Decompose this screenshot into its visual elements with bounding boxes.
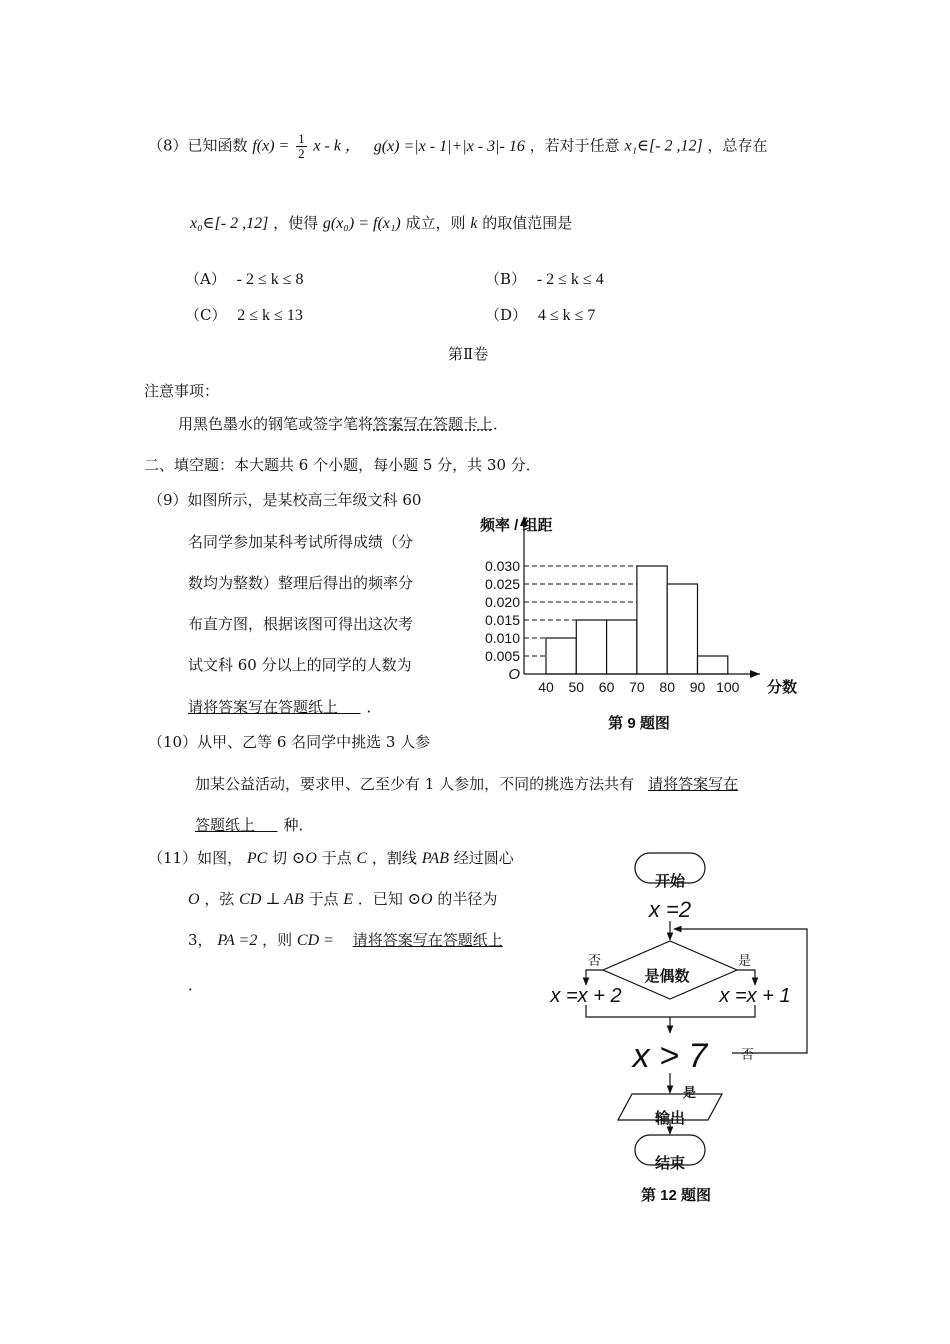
histogram-bar [576,620,606,674]
q8-option-d-key: （D） [485,306,528,324]
flow-condition-no: 否 [741,1047,755,1062]
q9-line3: 数均为整数）整理后得出的频率分 [188,574,414,592]
flow-end-label: 结束 [654,1155,686,1172]
q8-option-b [485,268,604,289]
histogram-bar [667,584,697,674]
notice-text-emphasis: 答案写在答题卡上 [373,415,494,433]
histogram-y-tick-label: 0.010 [484,630,520,646]
q11-t11: ，则 [262,931,293,949]
histogram-x-tick-label: 90 [689,679,706,695]
q11-c: C [356,850,368,867]
q8-holds: 成立，则 [405,214,466,232]
q11-pc: PC [246,850,268,867]
q9-line1: （9）如图所示，是某校高三年级文科 60 [148,491,422,509]
q11-line1 [148,847,514,868]
histogram-y-tick-label: 0.030 [484,558,520,574]
q9-answer-line [188,696,382,717]
q8-x1-domain: x₁∈[- 2 ,12] [624,137,703,155]
histogram-y-label: 频率 / 组距 [480,517,553,534]
q11-t9: 的半径为 [437,890,498,908]
flow-init: x =2 [648,897,692,922]
histogram-x-tick-label: 100 [716,679,740,695]
q11-t4: ，割线 [371,849,417,867]
notice-text-a: 用黑色墨水的钢笔或签字笔将 [178,415,374,433]
histogram-x-tick-label: 40 [538,679,554,695]
flow-output-label: 输出 [654,1110,686,1127]
flow-right-assign: x =x + 1 [719,985,791,1007]
q9-line4: 布直方图，根据该图可得出这次考 [188,615,414,633]
histogram-x-tick-label: 70 [629,679,645,695]
q11-t3: 于点 [321,849,352,867]
q10-text: 加某公益活动，要求甲、乙至少有 1 人参加，不同的挑选方法共有 [195,775,635,793]
notice-text [178,413,508,434]
q9-line2: 名同学参加某科考试所得成绩（分 [188,533,414,551]
q8-label: （8）已知函数 [148,136,248,155]
flow-decision-yes: 是 [738,953,752,968]
histogram-title: 第 9 题图 [608,715,670,732]
q8-range: 的取值范围是 [482,214,573,232]
histogram-bar [637,566,667,674]
flow-caption: 第 12 题图 [640,1187,712,1204]
flowchart [540,845,830,1215]
q8-end1: ，总存在 [707,136,768,155]
q11-line2 [188,888,497,909]
histogram-chart [462,510,822,740]
q8-line1 [148,132,768,161]
q9-answer-blank: 请将答案写在答题纸上 [188,698,339,716]
q8-option-b-value: - 2 ≤ k ≤ 4 [536,271,604,288]
q8-option-b-key: （B） [485,270,527,288]
histogram-y-tick-label: 0.025 [484,576,520,592]
q11-t2: 切 [272,849,288,867]
histogram-x-tick-label: 60 [598,679,615,695]
q11-e: E [343,891,354,908]
flow-condition-yes: 是 [683,1085,697,1100]
histogram-bar [698,656,728,674]
q11-cd: CD = [296,932,334,949]
q10-line1: （10）从甲、乙等 6 名同学中挑选 3 人参 [148,733,431,751]
q8-option-a-value: - 2 ≤ k ≤ 8 [236,271,304,288]
q11-t5: 经过圆心 [453,849,514,867]
histogram-x-label: 分数 [767,679,798,696]
notice-title: 注意事项： [144,382,220,400]
q11-t8: ．已知 [357,890,403,908]
q8-half-fraction [296,132,307,161]
q11-t6: ，弦 [204,890,235,908]
histogram-bar [546,638,576,674]
histogram-y-tick-label: 0.015 [484,612,520,628]
q8-f-lhs: f(x) = [252,137,290,155]
q11-circle-o: ⊙O [291,850,317,867]
q9-line5: 试文科 60 分以上的同学的人数为 [188,656,412,674]
flow-decision-no: 否 [588,953,602,968]
histogram-origin-label: O [508,666,520,683]
histogram-x-tick-label: 80 [659,679,675,695]
q11-end: ． [188,976,204,994]
notice-text-end: ． [493,415,509,433]
q11-t7: 于点 [308,890,339,908]
q10-end: 种． [283,816,314,834]
q8-option-c-value: 2 ≤ k ≤ 13 [237,307,303,324]
q11-circle-o-2: ⊙O [407,891,433,908]
q10-answer-a: 请将答案写在 [648,775,739,793]
q11-cd-ab: CD ⊥ AB [239,891,304,908]
q11-line3 [188,929,503,950]
q11-o: O [188,891,200,908]
section-heading: 二、填空题：本大题共 6 个小题，每小题 5 分，共 30 分． [144,456,541,474]
flow-left-assign: x =x + 2 [550,985,622,1007]
q8-mid: ，若对于任意 [529,136,620,155]
flow-condition: x > 7 [632,1037,708,1075]
flow-decision-label: 是偶数 [644,968,690,985]
histogram-y-tick-label: 0.005 [484,648,520,664]
part2-title: 第Ⅱ卷 [448,345,489,363]
q8-half-den: 2 [298,146,305,161]
q8-option-c [185,304,303,325]
q8-option-a [185,268,304,289]
q8-option-d-value: 4 ≤ k ≤ 7 [537,307,596,324]
q10-line3 [195,814,314,835]
q11-t1: （11）如图， [148,849,243,867]
q8-x0-domain: x₀∈[- 2 ,12] [190,215,269,232]
q10-answer-b: 答题纸上 [195,816,256,834]
q8-half-num: 1 [298,131,305,146]
q10-line2 [195,773,738,794]
q9-end: ． [366,698,382,716]
histogram-x-arrow [750,670,760,678]
q11-pab: PAB [421,850,449,867]
flow-start-label: 开始 [654,873,686,890]
q8-option-a-key: （A） [185,270,226,288]
q8-f-rhs: x - k ， [313,137,361,155]
q8-line2 [190,212,572,233]
histogram-bar [607,620,637,674]
flow-arrow-no [586,970,603,985]
q8-option-c-key: （C） [185,306,227,324]
q11-answer: 请将答案写在答题纸上 [352,931,503,949]
histogram-y-tick-label: 0.020 [484,594,520,610]
q8-g-def: g(x) =|x - 1|+|x - 3|- 16 [373,137,525,155]
q8-k: k [470,215,478,232]
q11-t10: 3， [188,931,213,949]
flow-arrow-yes [737,970,755,985]
q8-equation: g(x₀) = f(x₁) [322,215,401,232]
histogram-x-tick-label: 50 [568,679,585,695]
q8-use: ，使得 [273,214,319,232]
q8-option-d [485,304,595,325]
q11-pa: PA =2 [217,932,258,949]
